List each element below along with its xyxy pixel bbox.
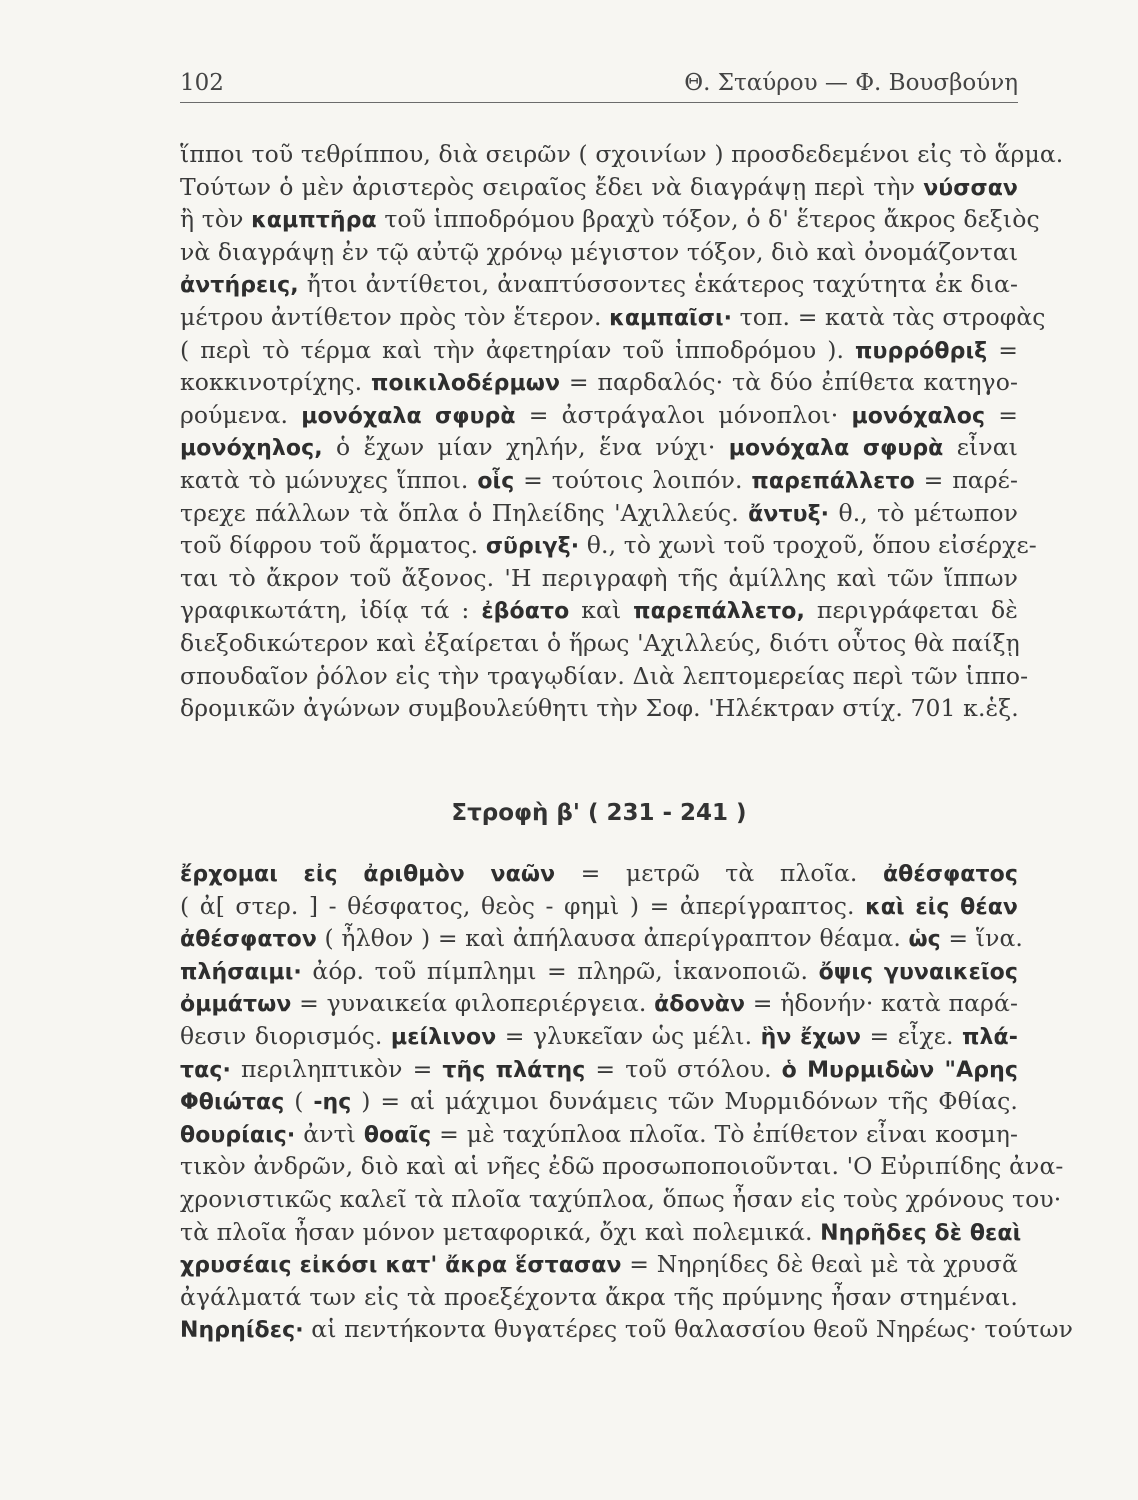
line-text: περιληπτικὸν = bbox=[230, 1054, 443, 1083]
lemma-term: πυρρόθριξ bbox=[855, 338, 988, 364]
text-line bbox=[180, 922, 1023, 955]
line-text: χρονιστικῶς καλεῖ τὰ πλοῖα ταχύπλοα, ὅπως ἦσαν εἰς τοὺς χρόνους του· bbox=[180, 1184, 1062, 1213]
lemma-term: παρεπάλλετο bbox=[751, 468, 915, 494]
page-header bbox=[180, 62, 1018, 103]
line-text: ( bbox=[284, 1087, 314, 1116]
line-text: ρούμενα. bbox=[180, 400, 302, 429]
line-text: = ἵνα. bbox=[940, 924, 1023, 953]
section-heading: Στροφὴ β' ( 231 - 241 ) bbox=[451, 800, 747, 826]
text-line bbox=[180, 334, 1018, 367]
text-line bbox=[180, 987, 1018, 1020]
lemma-term: πλά- bbox=[962, 1024, 1018, 1050]
line-text: τοῦ ἱπποδρόμου βραχὺ τόξον, ὁ δ' ἕτερος ἄκρος δεξιὸς bbox=[376, 205, 1040, 234]
line-text: κοκκινοτρίχης. bbox=[180, 368, 372, 397]
line-text: τρεχε πάλλων τὰ ὅπλα ὁ Πηλείδης 'Αχιλλεύς. bbox=[180, 498, 749, 527]
line-text: ( ἦλθον ) = καὶ ἀπήλαυσα ἀπερίγραπτον θέαμα. bbox=[316, 924, 909, 953]
text-line bbox=[180, 366, 1018, 399]
line-text: καὶ bbox=[569, 596, 634, 625]
lemma-term: μονόχαλα σφυρὰ bbox=[728, 436, 944, 462]
line-text: ἀντὶ bbox=[295, 1119, 364, 1148]
text-line bbox=[180, 236, 1018, 269]
line-text: ) = αἱ μάχιμοι δυνάμεις τῶν Μυρμιδόνων τῆς Φθίας. bbox=[351, 1087, 1018, 1116]
line-text: ἀγάλματά των εἰς τὰ προεξέχοντα ἄκρα τῆς πρύμνης ἦσαν στημέναι. bbox=[180, 1282, 1018, 1311]
text-line bbox=[180, 1183, 1062, 1216]
text-line bbox=[180, 1313, 1074, 1346]
commentary-paragraph-1 bbox=[180, 138, 1064, 725]
lemma-term: ἣν ἔχων bbox=[760, 1024, 862, 1050]
line-text: νὰ διαγράψῃ ἐν τῷ αὐτῷ χρόνῳ μέγιστον τόξον, διὸ καὶ ὀνομάζονται bbox=[180, 237, 1019, 266]
line-text: θεσιν διορισμός. bbox=[180, 1021, 391, 1050]
text-line bbox=[180, 692, 1018, 725]
text-line bbox=[180, 660, 1029, 693]
line-text: = παρδαλός· τὰ δύο ἐπίθετα κατηγο- bbox=[560, 368, 1018, 397]
text-line bbox=[180, 431, 1018, 464]
line-text: ( περὶ τὸ τέρμα καὶ τὴν ἀφετηρίαν τοῦ ἱπποδρόμου ). bbox=[180, 335, 856, 364]
text-line bbox=[180, 529, 1037, 562]
text-line bbox=[180, 1118, 1018, 1151]
line-text: περιγράφεται δὲ bbox=[804, 596, 1018, 625]
lemma-term: ἀντήρεις, bbox=[180, 273, 299, 299]
text-line bbox=[180, 1053, 1018, 1086]
text-line bbox=[180, 1150, 1064, 1183]
text-line bbox=[180, 1248, 1018, 1281]
lemma-term: μονόχαλα σφυρὰ bbox=[301, 403, 516, 429]
lemma-term: τῆς πλάτης bbox=[442, 1057, 586, 1083]
line-text: τοπ. = κατὰ τὰς στροφὰς bbox=[732, 302, 1046, 331]
text-line bbox=[180, 268, 1018, 301]
line-text: εἶναι bbox=[943, 433, 1018, 462]
line-text: ἀόρ. τοῦ πίμπλημι = πληρῶ, ἱκανοποιῶ. bbox=[301, 956, 819, 985]
text-line bbox=[180, 497, 1018, 530]
text-line bbox=[180, 1085, 1018, 1118]
line-text: = ἡδονήν· κατὰ παρά- bbox=[745, 989, 1018, 1018]
text-line bbox=[180, 955, 1018, 988]
lemma-term: μονόχηλος, bbox=[180, 436, 323, 462]
lemma-term: πλήσαιμι· bbox=[180, 959, 302, 985]
line-text: κατὰ τὸ μώνυχες ἵπποι. bbox=[180, 465, 478, 494]
lemma-term: μείλινον bbox=[390, 1024, 497, 1050]
text-line bbox=[180, 399, 1018, 432]
lemma-term: ἀθέσφατον bbox=[180, 927, 317, 953]
lemma-term: ὄψις γυναικεῖος bbox=[818, 959, 1018, 985]
text-line bbox=[180, 171, 1018, 204]
line-text: ἵπποι τοῦ τεθρίππου, διὰ σειρῶν ( σχοινίων ) προσδεδεμένοι εἰς τὸ ἅρμα. bbox=[180, 140, 1064, 168]
lemma-term: Νηρῆδες δὲ θεαὶ bbox=[820, 1220, 1022, 1246]
text-line bbox=[180, 890, 1018, 923]
line-text: σπουδαῖον ῥόλον εἰς τὴν τραγῳδίαν. Διὰ λεπτομερείας περὶ τῶν ἱππο- bbox=[180, 661, 1029, 690]
line-text: θ., τὸ χωνὶ τοῦ τροχοῦ, ὅπου εἰσέρχε- bbox=[579, 531, 1037, 560]
line-text: = μὲ ταχύπλοα πλοῖα. Τὸ ἐπίθετον εἶναι κοσμη- bbox=[431, 1119, 1018, 1148]
line-text: = παρέ- bbox=[914, 465, 1018, 494]
lemma-term: ποικιλοδέρμων bbox=[371, 371, 561, 397]
line-text: ἤτοι ἀντίθετοι, ἀναπτύσσοντες ἑκάτερος ταχύτητα ἐκ δια- bbox=[298, 270, 1018, 299]
text-line bbox=[180, 1216, 1022, 1249]
text-line bbox=[180, 464, 1018, 497]
commentary-paragraph-2 bbox=[180, 857, 1074, 1346]
lemma-term: ἀθέσφατος bbox=[882, 862, 1018, 887]
line-text: ( ἀ[ στερ. ] - θέσφατος, θεὸς - φημὶ ) = ἀπερίγραπτος. bbox=[180, 891, 866, 920]
line-text: = μετρῶ τὰ πλοῖα. bbox=[555, 859, 883, 887]
lemma-term: παρεπάλλετο, bbox=[633, 599, 805, 625]
line-text: δρομικῶν ἀγώνων συμβουλεύθητι τὴν Σοφ. 'Ηλέκτραν στίχ. 701 κ.ἑξ. bbox=[180, 694, 1019, 723]
lemma-term: ὡς bbox=[908, 927, 941, 953]
line-text: τὰ πλοῖα ἦσαν μόνον μεταφορικά, ὄχι καὶ πολεμικά. bbox=[180, 1217, 821, 1246]
line-text: μέτρου ἀντίθετον πρὸς τὸν ἕτερον. bbox=[180, 302, 610, 331]
line-text: ἢ τὸν bbox=[180, 205, 252, 234]
line-text: τικὸν ἀνδρῶν, διὸ καὶ αἱ νῆες ἐδῶ προσωποποιοῦνται. 'Ο Εὐριπίδης ἀνα- bbox=[180, 1152, 1064, 1181]
line-text: θ., τὸ μέτωπον bbox=[829, 498, 1019, 527]
lemma-term: -ης bbox=[313, 1090, 352, 1116]
text-line bbox=[180, 594, 1018, 627]
lemma-term: ὁ Μυρμιδὼν "Αρης bbox=[781, 1057, 1018, 1083]
line-text: διεξοδικώτερον καὶ ἐξαίρεται ὁ ἥρως 'Αχιλλεύς, διότι οὗτος θὰ παίξῃ bbox=[180, 628, 1020, 657]
line-text: ὁ ἔχων μίαν χηλήν, ἕνα νύχι· bbox=[322, 433, 729, 462]
lemma-term: σῦριγξ· bbox=[485, 534, 580, 560]
lemma-term: ἐβόατο bbox=[481, 599, 570, 625]
text-line bbox=[180, 138, 1064, 171]
text-line bbox=[180, 301, 1046, 334]
lemma-term: μονόχαλος bbox=[851, 403, 986, 429]
lemma-term: τας· bbox=[180, 1057, 231, 1083]
text-line bbox=[180, 562, 1018, 595]
lemma-term: θοαῖς bbox=[363, 1122, 432, 1148]
lemma-term: νύσσαν bbox=[923, 175, 1018, 201]
lemma-term: ἔρχομαι εἰς ἀριθμὸν ναῶν bbox=[180, 862, 556, 887]
lemma-term: Νηρηίδες· bbox=[180, 1318, 304, 1344]
line-text: = bbox=[987, 335, 1018, 364]
lemma-term: ὀμμάτων bbox=[180, 992, 292, 1018]
line-text: = εἶχε. bbox=[861, 1021, 963, 1050]
lemma-term: καὶ εἰς θέαν bbox=[865, 894, 1018, 920]
lemma-term: ἀδονὰν bbox=[654, 992, 746, 1018]
line-text: Τούτων ὁ μὲν ἀριστερὸς σειραῖος ἔδει νὰ διαγράψῃ περὶ τὴν bbox=[180, 172, 924, 201]
line-text: = Νηρηίδες δὲ θεαὶ μὲ τὰ χρυσᾶ bbox=[621, 1250, 1018, 1279]
text-line bbox=[180, 1020, 1018, 1053]
line-text: τοῦ δίφρου τοῦ ἅρματος. bbox=[180, 531, 486, 560]
line-text: αἱ πεντήκοντα θυγατέρες τοῦ θαλασσίου θεοῦ Νηρέως· τούτων bbox=[303, 1315, 1074, 1344]
text-line bbox=[180, 1281, 1018, 1314]
line-text: = γυναικεία φιλοπεριέργεια. bbox=[291, 989, 655, 1018]
lemma-term: ἄντυξ· bbox=[748, 501, 830, 527]
lemma-term: Φθιώτας bbox=[180, 1090, 285, 1116]
lemma-term: οἷς bbox=[477, 468, 515, 494]
line-text: ται τὸ ἄκρον τοῦ ἄξονος. 'Η περιγραφὴ τῆς ἁμίλλης καὶ τῶν ἵππων bbox=[180, 563, 1018, 592]
page-number: 102 bbox=[180, 70, 224, 96]
text-line bbox=[180, 857, 1018, 890]
line-text: = τοῦ στόλου. bbox=[585, 1054, 782, 1083]
lemma-term: καμπτῆρα bbox=[251, 208, 377, 234]
lemma-term: καμπαῖσι· bbox=[609, 305, 733, 331]
line-text: γραφικωτάτη, ἰδίᾳ τά : bbox=[180, 596, 482, 625]
lemma-term: χρυσέαις εἰκόσι κατ' ἄκρα ἕστασαν bbox=[180, 1253, 622, 1279]
line-text: = τούτοις λοιπόν. bbox=[514, 465, 752, 494]
line-text: = bbox=[985, 400, 1018, 429]
lemma-term: θουρίαις· bbox=[180, 1122, 296, 1148]
running-head: Θ. Σταύρου — Φ. Βουσβούνη bbox=[684, 70, 1018, 96]
text-line bbox=[180, 627, 1018, 660]
text-line bbox=[180, 203, 1040, 236]
line-text: = ἀστράγαλοι μόνοπλοι· bbox=[515, 400, 852, 429]
line-text: = γλυκεῖαν ὡς μέλι. bbox=[496, 1021, 761, 1050]
